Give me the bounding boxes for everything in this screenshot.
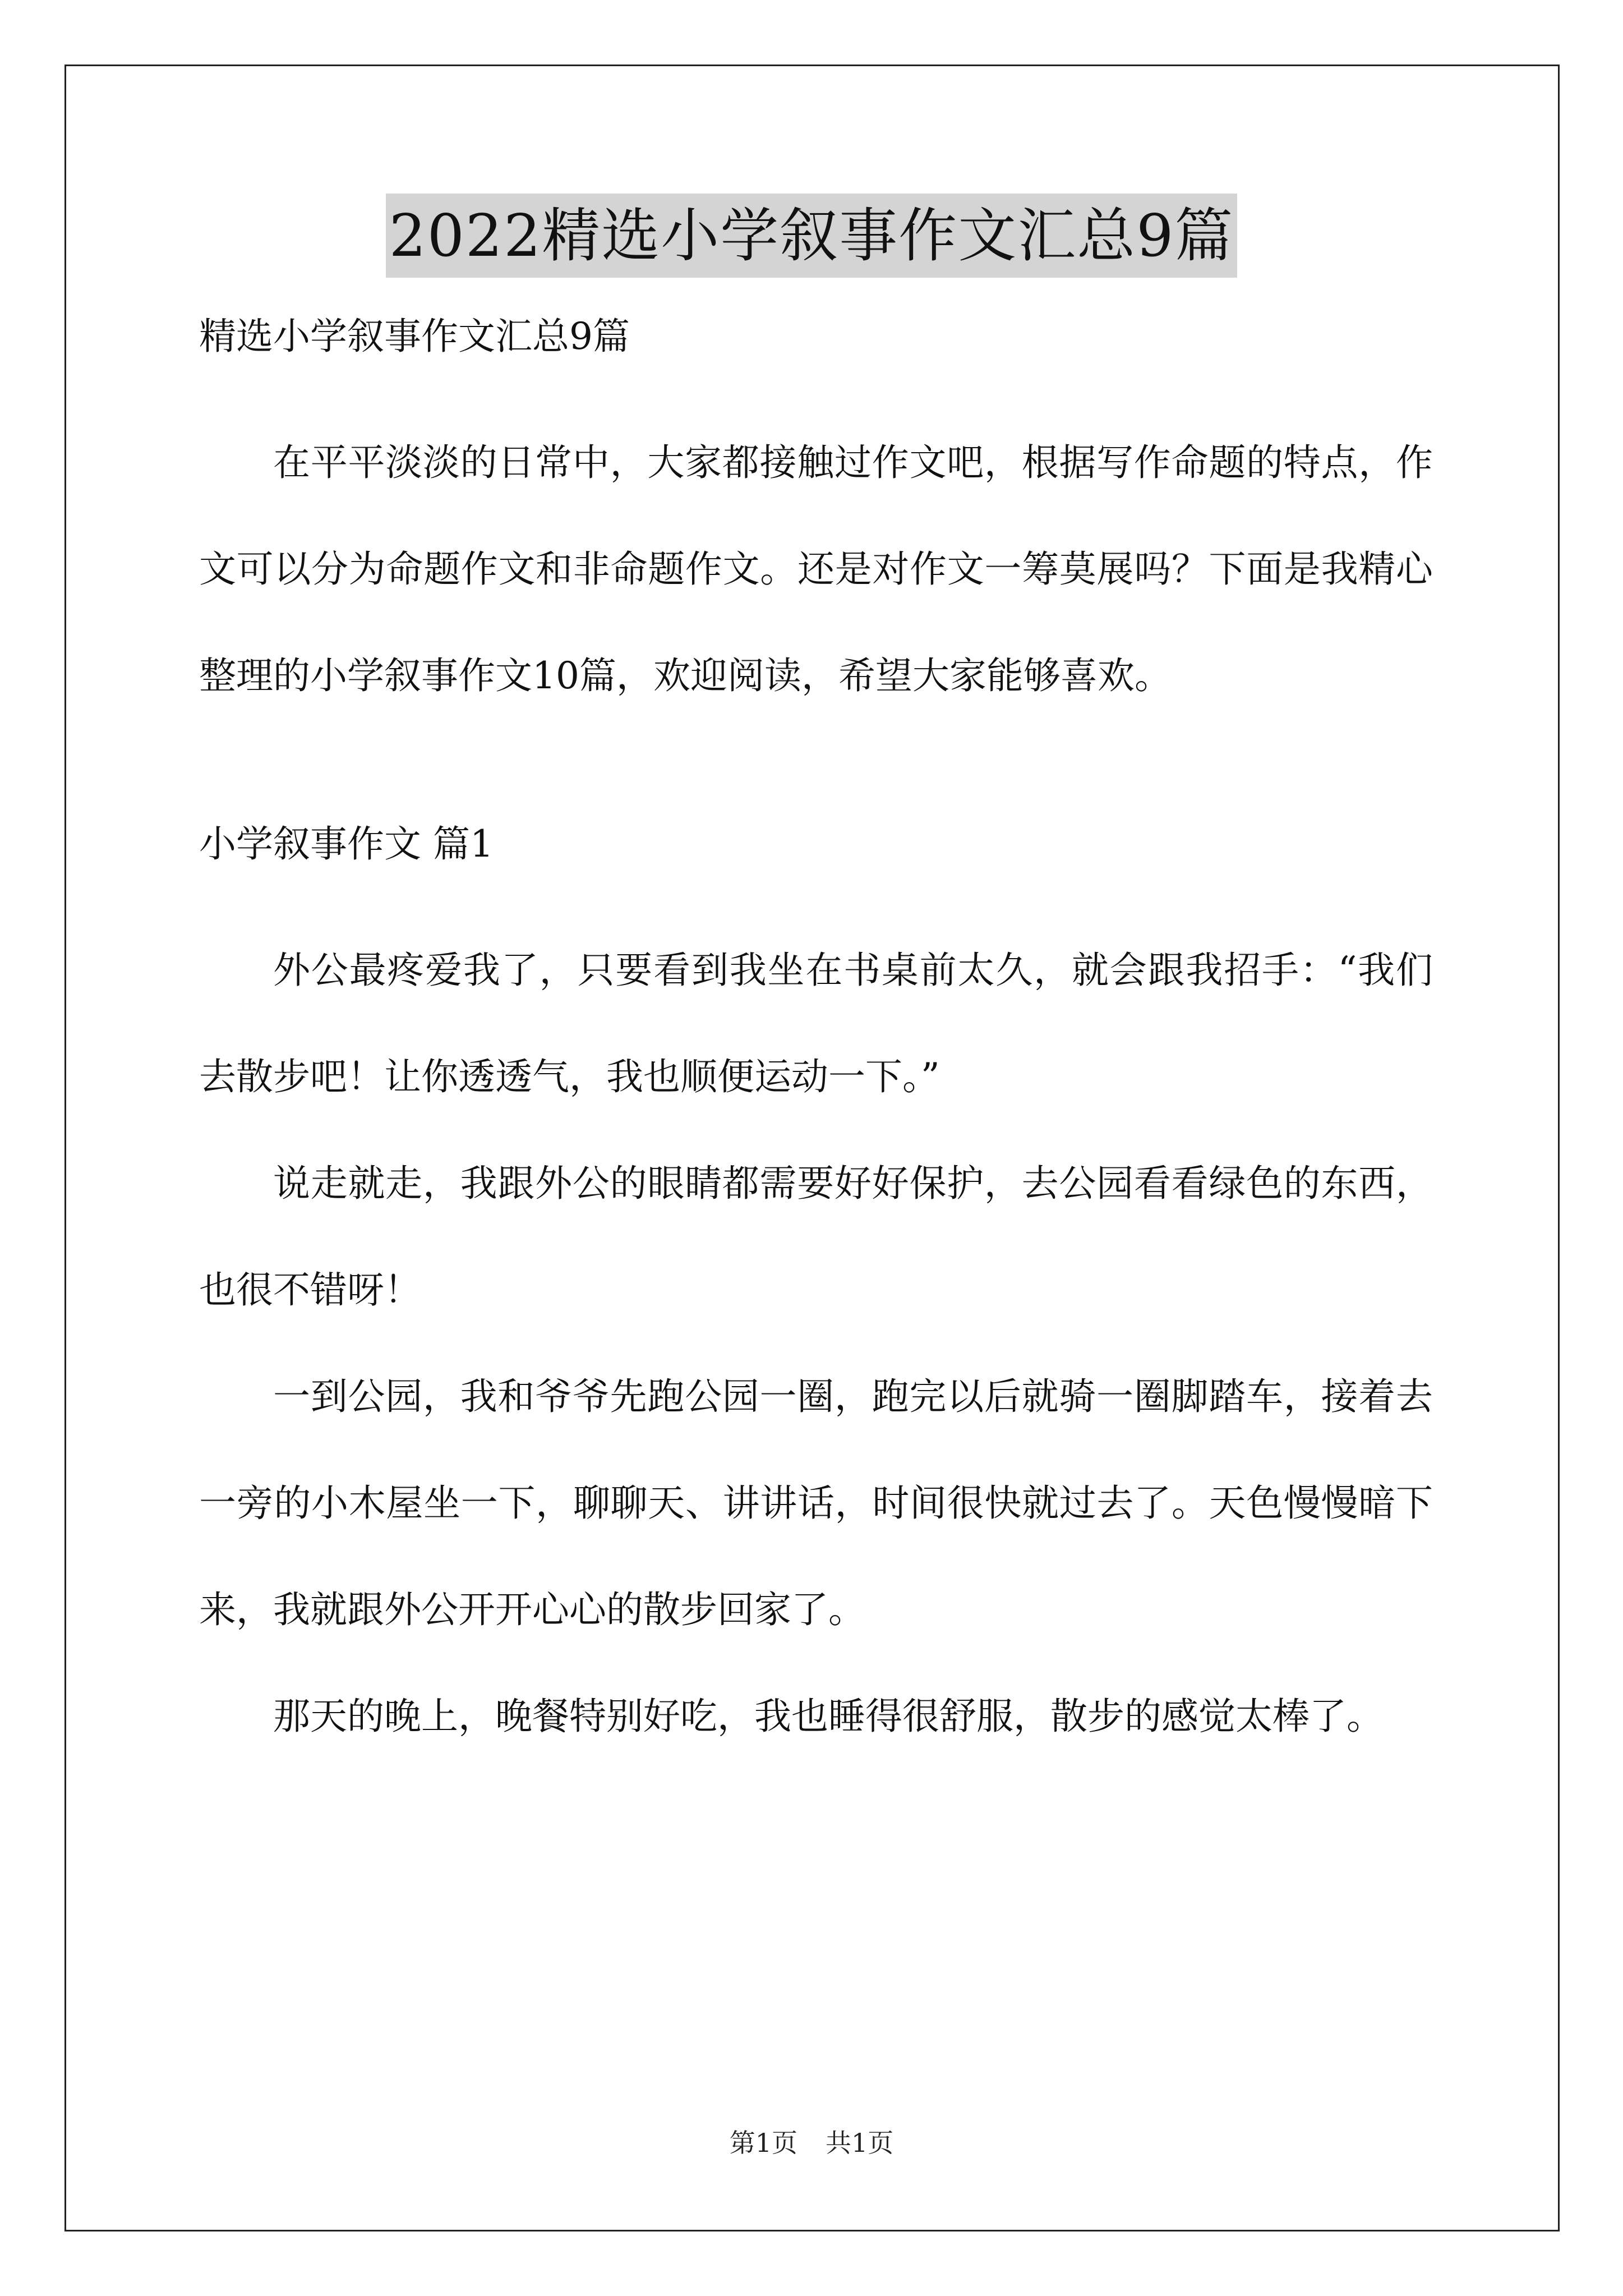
document-subtitle: 精选小学叙事作文汇总9篇	[199, 315, 630, 358]
body-paragraph: 外公最疼爱我了，只要看到我坐在书桌前太久，就会跟我招手：“我们去散步吧！让你透透气，我也顺便运动一下。”	[199, 949, 1433, 1098]
page-number: 第1页	[729, 2128, 797, 2158]
page-total: 共1页	[826, 2128, 894, 2158]
document-body	[199, 311, 1433, 1770]
intro-paragraph: 在平平淡淡的日常中，大家都接触过作文吧，根据写作命题的特点，作文可以分为命题作文和非命题作文。还是对作文一筹莫展吗？下面是我精心整理的小学叙事作文10篇，欢迎阅读，希望大家能够喜欢。	[199, 441, 1433, 697]
title-container	[0, 194, 1623, 278]
page-footer	[0, 2126, 1623, 2160]
body-paragraph: 那天的晚上，晚餐特别好吃，我也睡得很舒服，散步的感觉太棒了。	[273, 1695, 1384, 1738]
body-paragraph: 一到公园，我和爷爷先跑公园一圈，跑完以后就骑一圈脚踏车，接着去一旁的小木屋坐一下，聊聊天、讲讲话，时间很快就过去了。天色慢慢暗下来，我就跟外公开开心心的散步回家了。	[199, 1375, 1433, 1631]
body-paragraph: 说走就走，我跟外公的眼睛都需要好好保护，去公园看看绿色的东西，也很不错呀！	[199, 1162, 1433, 1312]
document-title: 2022精选小学叙事作文汇总9篇	[386, 194, 1238, 278]
section-heading: 小学叙事作文 篇1	[199, 822, 494, 866]
